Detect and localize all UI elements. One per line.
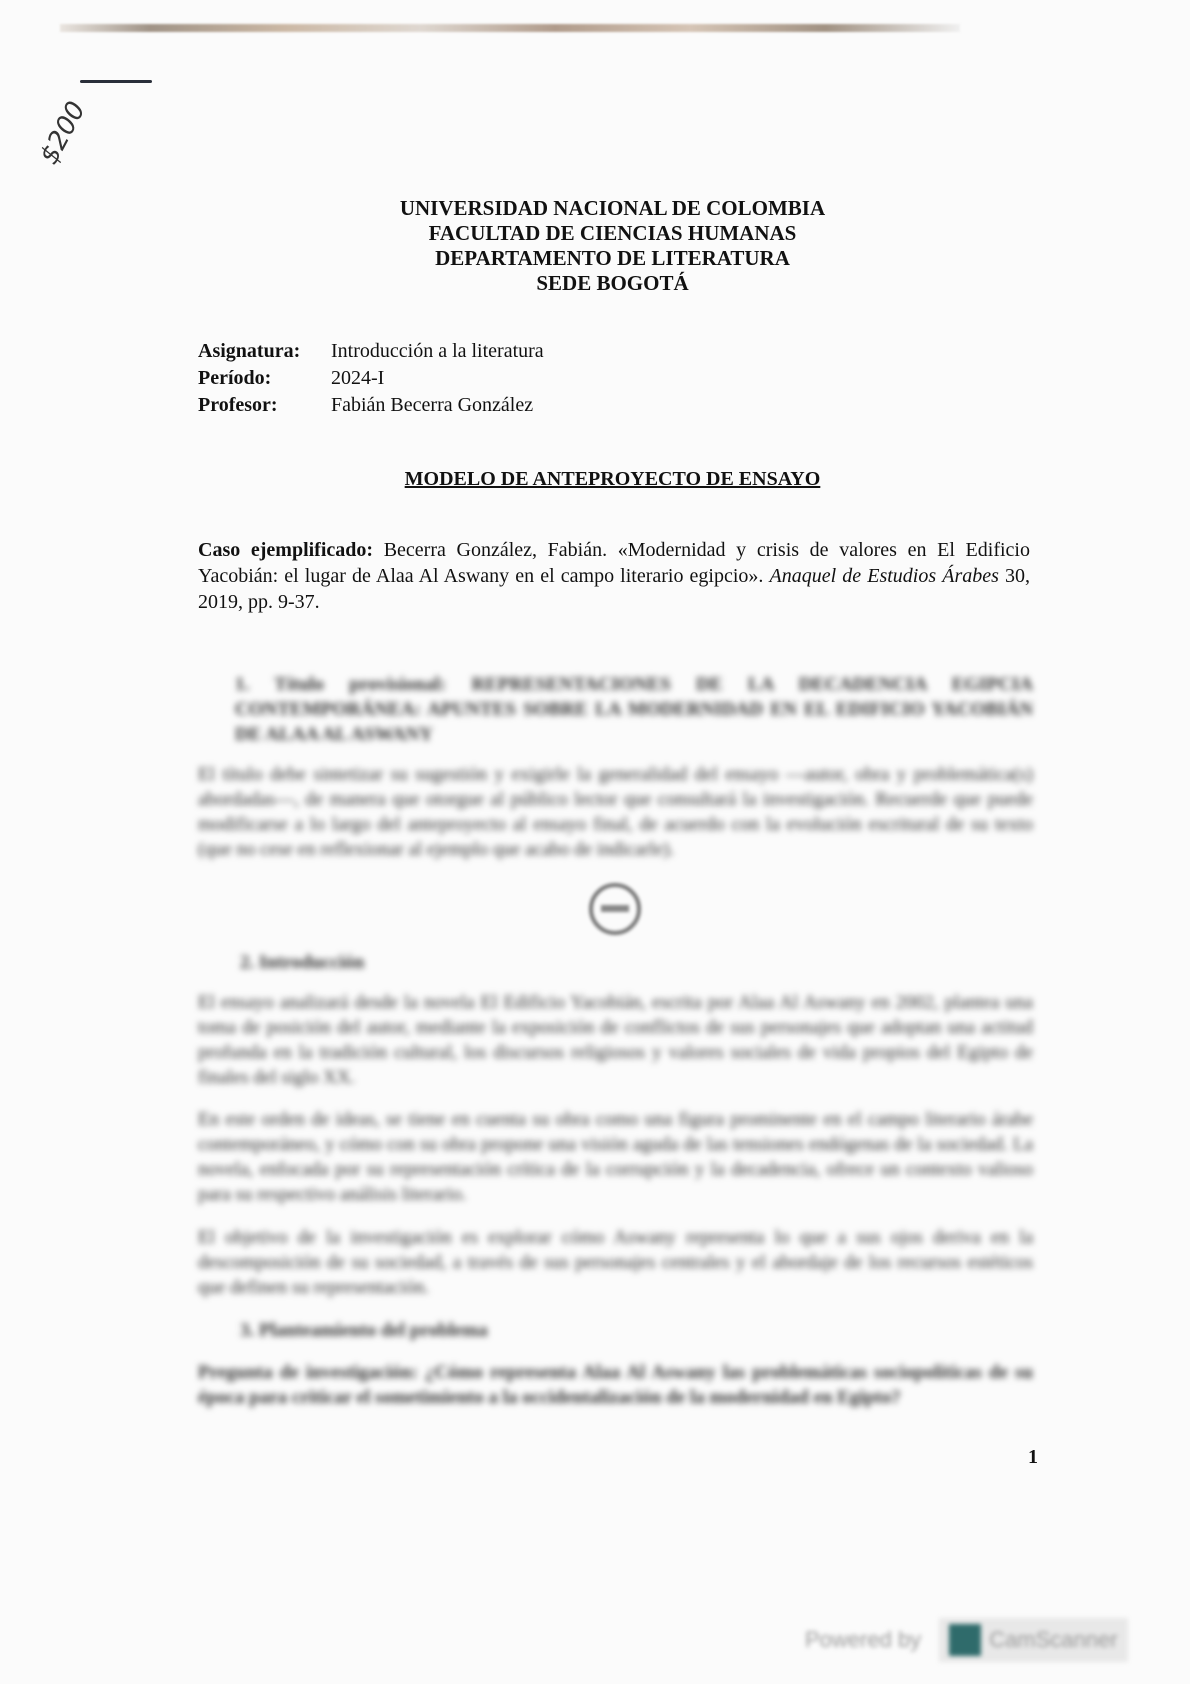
meta-value: 2024-I xyxy=(331,367,385,389)
paragraph: El título debe sintetizar su sugestión y exigirle la generalidad del ensayo —autor, obra y problemática(s) abordadas—, de manera que otorgue al público lector que consultará la investigación. Recuerde que puede modificarse a lo largo del anteproyecto al ensayo final, de acuerdo con la evolución escritural de su texto (que no cese en reflexionar al ejemplo que acabo de indicarle). xyxy=(198,764,1033,860)
caso-tail: 30, 2019, pp. 9-37. xyxy=(198,565,1031,613)
caso-journal: Anaquel de Estudios Árabes xyxy=(769,565,999,587)
example-case xyxy=(198,537,1030,615)
scanner-watermark xyxy=(805,1618,1128,1662)
watermark-powered: Powered by xyxy=(805,1627,922,1652)
header-line: SEDE BOGOTÁ xyxy=(536,271,689,295)
course-info xyxy=(198,338,544,419)
header-line: FACULTAD DE CIENCIAS HUMANAS xyxy=(428,221,797,245)
section-heading-introduction: 2. Introducción xyxy=(240,952,365,973)
caso-label: Caso ejemplificado: xyxy=(198,539,374,561)
meta-label: Profesor: xyxy=(198,394,278,416)
watermark-brand: CamScanner xyxy=(989,1627,1118,1652)
caso-text: Becerra González, Fabián. «Modernidad y crisis de valores en El Edificio Yacobián: el lugar de Alaa Al Aswany en el campo literario egipcio». xyxy=(198,539,1030,587)
header-line: UNIVERSIDAD NACIONAL DE COLOMBIA xyxy=(399,196,826,220)
header-line: DEPARTAMENTO DE LITERATURA xyxy=(435,246,790,270)
paragraph: En este orden de ideas, se tiene en cuenta su obra como una figura prominente en el campo literario árabe contemporáneo, y cómo con su obra propone una visión aguda de las tensiones endógenas de la sociedad. La novela, enfocada por su representación crítica de la corrupción y la decadencia, ofrece un contexto valioso para su respectivo análisis literario. xyxy=(198,1109,1033,1205)
meta-value: Introducción a la literatura xyxy=(331,340,544,362)
course-row xyxy=(198,338,544,365)
handwritten-annotation: $200 xyxy=(34,96,92,170)
paragraph: Pregunta de investigación: ¿Cómo representa Alaa Al Aswany las problemáticas sociopolíticas de su época para criticar el sometimiento a la occidentalización de la modernidad en Egipto? xyxy=(198,1362,1033,1408)
institution-header xyxy=(0,196,1190,296)
document-title: MODELO DE ANTEPROYECTO DE ENSAYO xyxy=(404,468,821,490)
professor-row xyxy=(198,392,544,419)
paragraph: El objetivo de la investigación es explorar cómo Aswany representa lo que a sus ojos deriva en la descomposición de su sociedad, a través de sus personajes centrales y el abordaje de los recursos estéticos que definen su representación. xyxy=(198,1227,1033,1298)
paragraph: El ensayo analizará desde la novela El Edificio Yacobián, escrita por Alaa Al Aswany en 2002, plantea una toma de posición del autor, mediante la exposición de conflictos de sus personajes que adoptan una actitud profunda en la tradición cultural, los discursos religiosos y valores sociales de vida propios del Egipto de finales del siglo XX. xyxy=(198,992,1033,1088)
page-number: 1 xyxy=(1028,1446,1038,1468)
scan-edge xyxy=(60,24,960,32)
meta-value: Fabián Becerra González xyxy=(331,394,534,416)
section-heading-problem: 3. Planteamiento del problema xyxy=(240,1320,488,1341)
logo-icon xyxy=(589,883,641,935)
meta-label: Asignatura: xyxy=(198,340,301,362)
watermark-brand-box xyxy=(939,1618,1127,1662)
section-title-1: 1. Título provisional: REPRESENTACIONES DE LA DECADENCIA EGIPCIA CONTEMPORÁNEA: APUNTES SOBRE LA MODERNIDAD EN EL EDIFICIO YACOBIÁN DE ALAA AL ASWANY xyxy=(235,674,1033,745)
pen-mark xyxy=(80,80,152,83)
camscanner-icon xyxy=(949,1624,981,1656)
meta-label: Período: xyxy=(198,367,272,389)
period-row xyxy=(198,365,544,392)
